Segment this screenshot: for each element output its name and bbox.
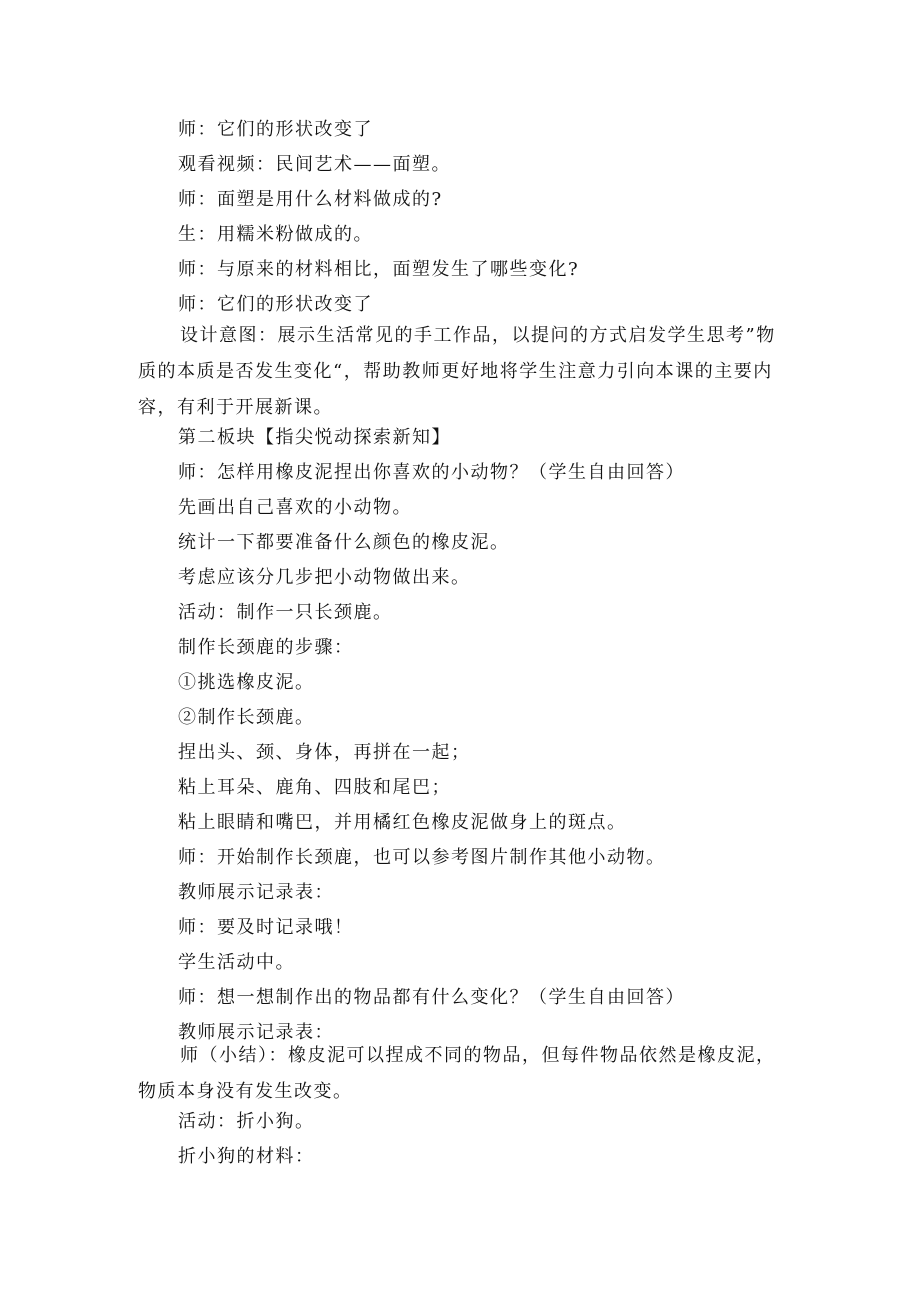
list-item: ②制作长颈鹿。 [178,707,315,728]
text-line: 师：开始制作长颈鹿，也可以参考图片制作其他小动物。 [178,847,666,868]
text-line: 制作长颈鹿的步骤： [178,637,354,658]
text-line: 师：要及时记录哦！ [178,917,354,938]
section-heading: 第二板块【指尖悦动探索新知】 [178,427,451,448]
text-line: 师：想一想制作出的物品都有什么变化？（学生自由回答） [178,987,685,1008]
text-line: 统计一下都要准备什么颜色的橡皮泥。 [178,532,510,553]
text-line: 教师展示记录表： [178,882,334,903]
text-line: 粘上耳朵、鹿角、四肢和尾巴； [178,777,451,798]
text-line: 观看视频：民间艺术——面塑。 [178,154,451,175]
text-line: 师：怎样用橡皮泥捏出你喜欢的小动物？（学生自由回答） [178,462,685,483]
text-line: 先画出自己喜欢的小动物。 [178,497,412,518]
text-line: 学生活动中。 [178,952,295,973]
text-line: 师：面塑是用什么材料做成的? [178,189,443,210]
summary-paragraph: 师（小结）：橡皮泥可以捏成不同的物品，但每件物品依然是橡皮泥，物质本身没有发生改变。 [138,1045,776,1102]
design-intent-paragraph: 设计意图：展示生活常见的手工作品，以提问的方式启发学生思考”物质的本质是否发生变化“，帮助教师更好地将学生注意力引向本课的主要内容，有利于开展新课。 [138,325,776,418]
text-line: 粘上眼睛和嘴巴，并用橘红色橡皮泥做身上的斑点。 [178,812,627,833]
text-line: 折小狗的材料： [178,1146,315,1167]
text-line: 活动：制作一只长颈鹿。 [178,602,393,623]
text-line: 师：它们的形状改变了 [178,119,373,140]
list-item: ①挑选橡皮泥。 [178,672,315,693]
text-line: 活动：折小狗。 [178,1111,315,1132]
text-line: 捏出头、颈、身体，再拼在一起； [178,742,471,763]
text-line: 考虑应该分几步把小动物做出来。 [178,567,471,588]
text-line: 教师展示记录表： [178,1022,334,1043]
text-line: 师：与原来的材料相比，面塑发生了哪些变化? [178,259,580,280]
text-line: 生：用糯米粉做成的。 [178,224,373,245]
text-line: 师：它们的形状改变了 [178,294,373,315]
